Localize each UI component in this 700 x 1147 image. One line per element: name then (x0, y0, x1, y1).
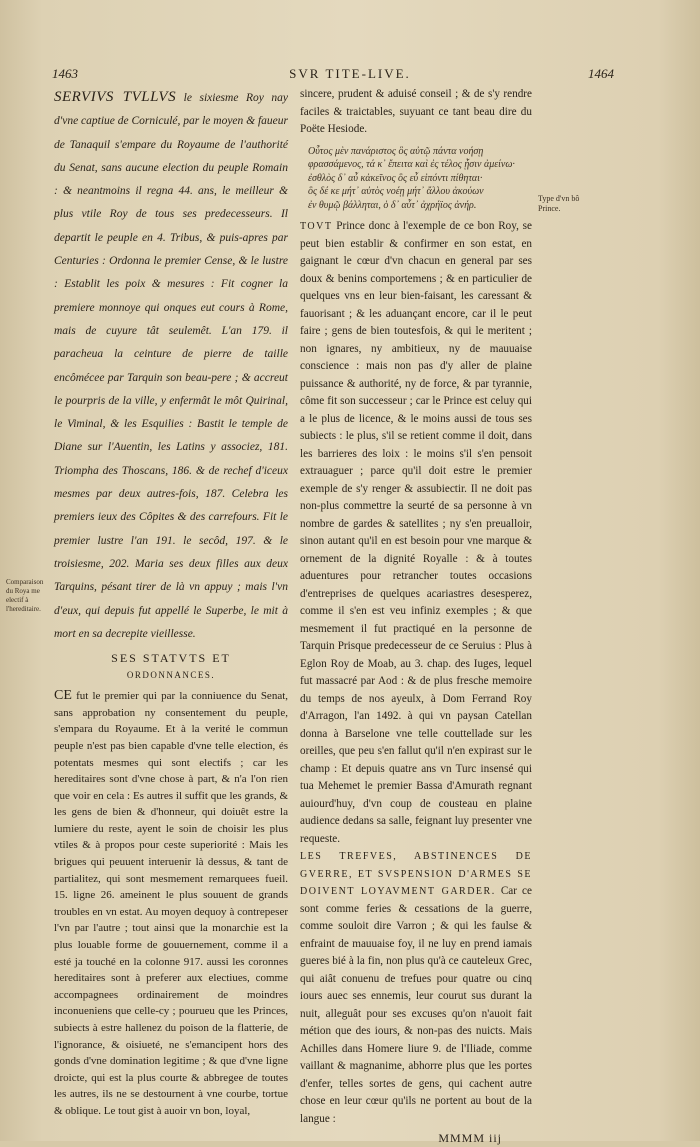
statutes-paragraph (54, 688, 288, 1119)
biography-lead: SERVIVS TVLLVS (54, 89, 177, 105)
signature-mark: MMMM iij (438, 1131, 502, 1145)
page-number-right: 1464 (588, 66, 614, 81)
trefves-lead: LES TREFVES, ABSTINENCES DE GVERRE, ET SVSPENSION D'ARMES SE DOIVENT LOYAVMENT GARDER. (300, 851, 532, 897)
greek-quotation (308, 145, 532, 213)
margin-note-right: Type d'vn bô Prince. (538, 194, 580, 213)
paragraph-prince (300, 218, 532, 848)
biography-text: le sixiesme Roy nay d'vne captiue de Corniculé, par le moyen & faueur de Tanaquil s'empare du Royaume de l'authorité du Senat, sans aucune election du peuple Romain : & neantmoins il regna 44. ans, le meilleur & plus vtile Roy de tous ses predecesseurs. Il departit le peuple en 4. Tribus, & puis-apres par Centuries : Ordonna le premier Cense, & le lustre : Establit les poix & mesures : Fit cogner la premiere monnoye qui onques eut cours à Rome, mais de cuyure tât seulemêt. L'an 179. il paracheua la ceinture de pierre de taille encômécee par Tarquin son beau-pere ; & accreut le pourpris de la ville, y enfermât le môt Quirinal, le Viminal, & les Esquilies : Bastit le temple de Diane sur l'Auentin, les Latins y associez, 181. Triompha des Thoscans, 186. & de rechef d'iceux mesmes par deux autres-fois, 187. Celebra les premiers ieux des Côpites & des carrefours. Fit le premier lustre l'an 191. le secôd, 197. & le troisiesme, 202. Maria ses deux filles aux deux Tarquins, pésant tirer de là vn appuy ; mais l'vn d'eux, qui depuis fut appellé le Superbe, le mit à mort en sa decrepite vieillesse. (54, 92, 289, 640)
prince-initial: TOVT (300, 221, 333, 232)
running-title: SVR TITE-LIVE. (289, 66, 411, 81)
greek-line: ἐν θυμῷ βάλληται, ὁ δ᾽ αὖτ᾽ ἀχρήϊος ἀνήρ. (308, 199, 477, 211)
biography-paragraph (54, 86, 288, 646)
greek-line: ὃς δέ κε μήτ᾽ αὐτὸς νοέῃ μήτ᾽ ἄλλου ἀκούων (308, 186, 484, 197)
section-heading (54, 650, 288, 684)
statutes-text: fut le premier qui par la conniuence du Senat, sans approbation ny consentement du peuple, s'empara du Royaume. Et à la verité le commun peuple n'est pas bien capable d'vne telle election, és potentats mesmes qui sont electifs ; car les hereditaires sont d'vne chose à part, & n'a l'on rien que voir en cela : Es autres il suffit que les grands, & les gens de bien & d'honneur, qui doiuêt estre la lumiere du reste, ayent le soin de choisir les plus vtiles & à propos pour ceste superiorité : Mais les brigues qui peuuent interuenir là dessus, & tant de partialitez, qui sont mesmement remarquees fueil. 15. ligne 26. ameinent le plus souuent de grands troubles en vn estat. Au moyen dequoy à contrepeser l'vn par l'autre ; tout ainsi que la monarchie est la plus louable forme de gouuernement, comme il a esté ja touché en la colonne 917. aussi les coronnes hereditaires sont à preferer aux electiues, comme accompagnees ordinairement de moindres inconueniens que celle-cy ; pourueu que les Princes, subiects à estre hallenez du poison de la flatterie, de l'ignorance, & oisiueté, ne s'emancipent hors des gonds d'vne domination legitime ; & que d'vne ligne droicte, qui est la plus courte & abbregee de toutes les autres, ils ne se destournent à vne courbe, tortue & oblique. Le tout gist à auoir vn bon, loyal, (54, 690, 289, 1117)
paragraph-trefves (300, 848, 532, 1128)
paragraph-hesiode: sincere, prudent & aduisé conseil ; & de s'y rendre faciles & traictables, suyuant ce tant beau dire du Poëte Hesiode. (300, 88, 532, 135)
greek-line: φρασσάμενος, τά κ᾽ ἔπειτα καὶ ἐς τέλος ᾖσιν ἀμείνω· (308, 159, 515, 170)
prince-text: Prince donc à l'exemple de ce bon Roy, se peut bien establir & confirmer en son estat, en gaignant le cœur d'vn chacun en general par ses doux & benins comportemens ; & en particulier de quelques vns en leur bien-faisant, les caressant & fauorisant ; & les aduançant encore, car il le peut faire ; gens de bien toutesfois, & qui le meritent ; non ignares, ny ambitieux, ny de mauuaise conscience : mais non pas d'y aller de plaine puissance & authorité, ny de force, & par tyrannie, côme fit son successeur ; car le Prince est celuy qui a le plus de licence, & le moins aussi de tous ses subiects : le plus, s'il se retient comme il doit, dans les barrieres des loix : le moins s'il s'en pensoit extrauaguer ; parce qu'il doit estre le premier exemple de s'y renger & assubiectir. Il ne doit pas non-plus commettre la seurté de sa personne à vn nombre de gardes & satellites ; ny s'en preualloir, sinon autant qu'il en est besoin pour vne marque & ornement de la dignité Royalle : & à toutes aduentures pour retrancher toutes occasions d'entreprises de quelques acariastres desesperez, comme il s'en est veu infiniz exemples ; & que mesmement il fut practiqué en la personne de Tarquin Prisque predecesseur de ce Seruius : Plus à Eglon Roy de Moab, au 3. chap. des Iuges, lequel fut massacré par Aod : & de plus fresche memoire du temps de nos ayeulx, à Dom Ferrand Roy d'Arragon, l'an 1492. à qui vn paysan Catellan donna à Barselone vne telle couttellade sur les oreilles, que peu s'en fallut qu'il n'en expirast sur le champ : Et depuis quatre ans vn Turc insensé qui tua Mehemet le premier Bassa d'Amurath regnant auiourd'huy, d'vn coup de cousteau en plaine audience dedans sa salle, feignant luy presenter vne requeste. (300, 220, 532, 845)
greek-line: ἐσθλὸς δ᾽ αὖ κἀκεῖνος ὃς εὖ εἰπόντι πίθηται· (308, 172, 483, 184)
right-column (300, 86, 532, 1147)
trefves-text: Car ce sont comme feries & cessations de la guerre, comme souloit dire Varron ; & qui les faulse & enfraint de mauuaise foy, il ne luy en prend iamais gueres bié à la fin, non plus qu'à ce cauteleux Grec, qui aiât conuenu de trefues pour quatre ou cinq iours auec ses ennemis, leur courut sus durant la nuit, alleguât pour ses excuses qu'on n'auoit fait métion que des iours, & non-pas des nuicts. Mais Achilles dans Homere liure 9. de l'Iliade, comme vaillant & magnanime, abhorre plus que les portes d'enfer, telles sortes de gens, qui cachent autre chose en leur cœur qu'ils ne portent au bout de la langue : (300, 885, 532, 1125)
page-header (0, 66, 700, 88)
margin-note-left: Comparaison du Roya me electif à l'hereditaire. (6, 578, 44, 613)
page-number-left: 1463 (52, 66, 78, 81)
section-subtitle: ORDONNANCES. (126, 670, 216, 681)
greek-line: Οὗτος μὲν πανάριστος ὃς αὐτῷ πάντα νοήσῃ (308, 145, 484, 157)
left-column (54, 86, 288, 1120)
statutes-initial: CE (54, 688, 72, 704)
section-title: SES STATVTS ET (111, 651, 231, 666)
